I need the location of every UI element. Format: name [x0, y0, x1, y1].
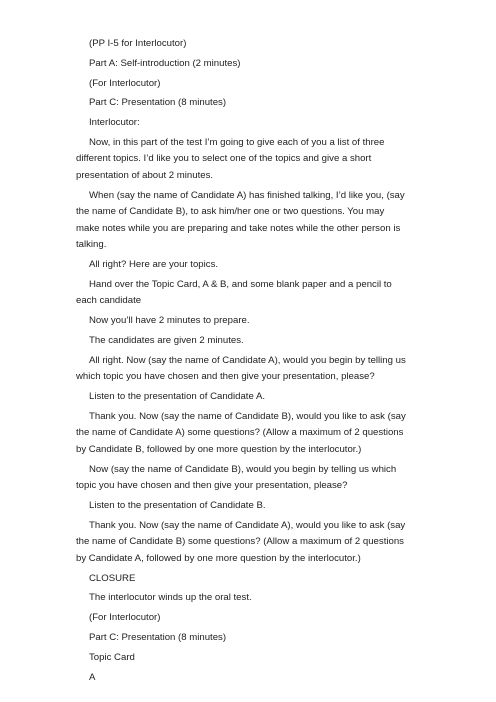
paragraph: Now, in this part of the test I’m going to give each of you a list of three different topics. I’d like you to select one of the topics and give a short presentation of about 2 minutes.: [76, 136, 385, 181]
paragraph: A: [89, 671, 96, 683]
paragraph: Part A: Self-introduction (2 minutes): [89, 57, 241, 69]
paragraph: (PP I-5 for Interlocutor): [89, 38, 187, 49]
paragraph: Hand over the Topic Card, A & B, and some blank paper and a pencil to each candidate: [76, 278, 392, 307]
paragraph: All right? Here are your topics.: [89, 259, 219, 271]
paragraph: All right. Now (say the name of Candidate A), would you begin by telling us which topic you have chosen and then give your presentation, please?: [76, 354, 406, 383]
paragraph: (For Interlocutor): [89, 77, 161, 89]
paragraph: Thank you. Now (say the name of Candidate B), would you like to ask (say the name of Candidate A) some questions? (Allow a maximum of 2 questions by Candidate B, followed by one more question by the interlocutor.): [76, 410, 406, 455]
paragraph: When (say the name of Candidate A) has finished talking, I’d like you, (say the name of Candidate B), to ask him/her one or two questions. You may make notes while you are preparing and take notes while the other person is talking.: [76, 189, 405, 251]
paragraph: Part C: Presentation (8 minutes): [89, 631, 227, 643]
paragraph: Part C: Presentation (8 minutes): [89, 97, 227, 109]
paragraph: Now you’ll have 2 minutes to prepare.: [89, 315, 250, 327]
paragraph: Thank you. Now (say the name of Candidate A), would you like to ask (say the name of Candidate B) some questions? (Allow a maximum of 2 questions by Candidate A, followed by one more question by the interlocutor.): [76, 519, 406, 564]
paragraph: Now (say the name of Candidate B), would you begin by telling us which topic you have chosen and then give your presentation, please?: [76, 463, 397, 492]
paragraph: Topic Card: [89, 651, 135, 663]
paragraph: Interlocutor:: [89, 117, 140, 129]
paragraph: Listen to the presentation of Candidate B.: [89, 499, 266, 511]
paragraph: Listen to the presentation of Candidate A.: [89, 391, 266, 403]
paragraph: The interlocutor winds up the oral test.: [89, 592, 252, 604]
section-heading: CLOSURE: [89, 572, 136, 584]
paragraph: (For Interlocutor): [89, 612, 161, 624]
paragraph: The candidates are given 2 minutes.: [89, 334, 244, 346]
